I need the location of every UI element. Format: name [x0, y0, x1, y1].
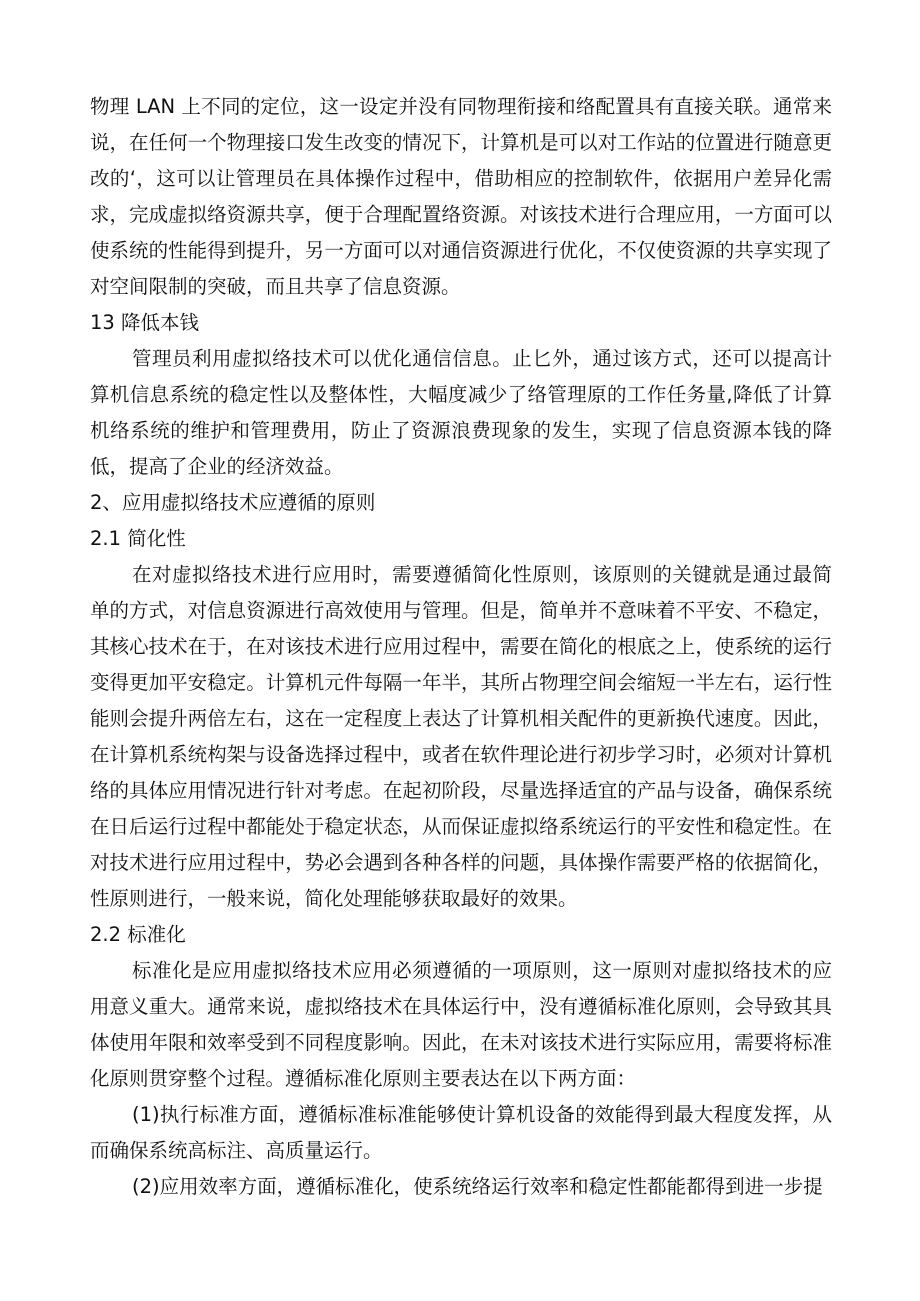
- paragraph-cost-reduction: 管理员利用虚拟络技术可以优化通信信息。止匕外，通过该方式，还可以提高计算机信息系统的稳定性以及整体性，大幅度减少了络管理原的工作任务量,降低了计算机络系统的维护和管理费用，防止了资源浪费现象的发生，实现了信息资源本钱的降低，提高了企业的经济效益。: [90, 347, 832, 478]
- paragraph-standardization: 标准化是应用虚拟络技术应用必须遵循的一项原则，这一原则对虚拟络技术的应用意义重大。通常来说，虚拟络技术在具体运行中，没有遵循标准化原则，会导致其具体使用年限和效率受到不同程度影响。因此，在未对该技术进行实际应用，需要将标准化原则贯穿整个过程。遵循标准化原则主要表达在以下两方面：: [90, 959, 832, 1090]
- paragraph-lan-positioning: 物理 LAN 上不同的定位，这一设定并没有同物理衔接和络配置具有直接关联。通常来说，在任何一个物理接口发生改变的情况下，计算机是可以对工作站的位置进行随意更改的‘，这可以让管理员在具体操作过程中，借助相应的控制软件，依据用户差异化需求，完成虚拟络资源共享，便于合理配置络资源。对该技术进行合理应用，一方面可以使系统的性能得到提升，另一方面可以对通信资源进行优化，不仅使资源的共享实现了对空间限制的突破，而且共享了信息资源。: [90, 95, 832, 298]
- document-body: [90, 89, 832, 1205]
- list-item-1: (1)执行标准方面，遵循标准标准能够使计算机设备的效能得到最大程度发挥，从而确保系统高标注、高质量运行。: [90, 1103, 832, 1162]
- list-item-2: (2)应用效率方面，遵循标准化，使系统络运行效率和稳定性都能都得到进一步提: [132, 1175, 823, 1198]
- paragraph-simplicity: 在对虚拟络技术进行应用时，需要遵循简化性原则，该原则的关键就是通过最简单的方式，对信息资源进行高效使用与管理。但是，简单并不意味着不平安、不稳定，其核心技术在于，在对该技术进行应用过程中，需要在简化的根底之上，使系统的运行变得更加平安稳定。计算机元件每隔一年半，其所占物理空间会缩短一半左右，运行性能则会提升两倍左右，这在一定程度上表达了计算机相关配件的更新换代速度。因此，在计算机系统构架与设备选择过程中，或者在软件理论进行初步学习时，必须对计算机络的具体应用情况进行针对考虑。在起初阶段，尽量选择适宜的产品与设备，确保系统在日后运行过程中都能处于稳定状态，从而保证虚拟络系统运行的平安性和稳定性。在对技术进行应用过程中，势必会遇到各种各样的问题，具体操作需要严格的依据简化，性原则进行，一般来说，简化处理能够获取最好的效果。: [90, 563, 832, 910]
- section-heading-2: 2、应用虚拟络技术应遵循的原则: [90, 491, 376, 514]
- section-heading-2-1: 2.1 简化性: [90, 527, 186, 550]
- section-heading-2-2: 2.2 标准化: [90, 923, 186, 946]
- section-heading-1-3: 13 降低本钱: [90, 311, 200, 334]
